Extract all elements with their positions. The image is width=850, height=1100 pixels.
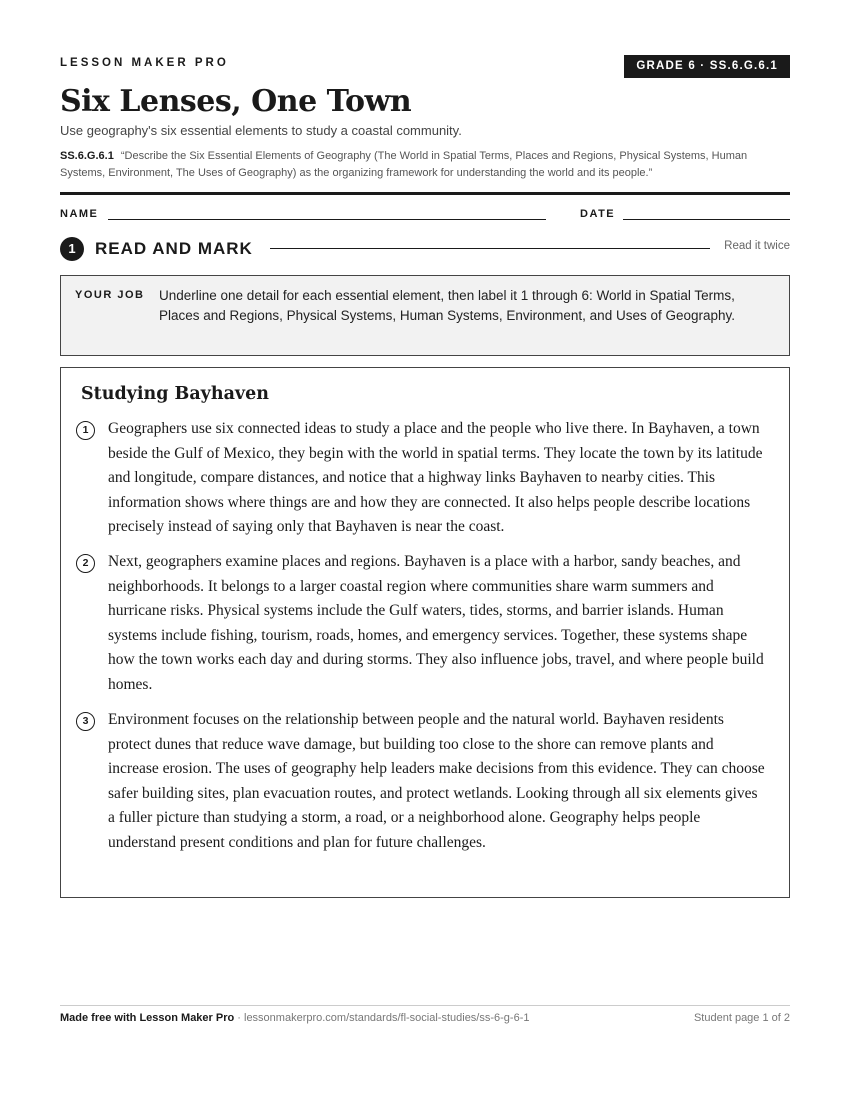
brand-name: LESSON MAKER PRO	[60, 57, 229, 69]
header-divider	[60, 192, 790, 195]
standard-code: SS.6.G.6.1	[60, 150, 114, 162]
reading-title: Studying Bayhaven	[81, 384, 269, 404]
footer-page-number: Student page 1 of 2	[693, 1012, 790, 1024]
paragraph-2: Next, geographers examine places and regions. Bayhaven is a place with a harbor, sandy beaches, and neighborhoods. It belongs to a larger coastal region where communities share warm summers and hurricane risks. Physical systems include the Gulf waters, tides, storms, and barrier islands. Human systems include fishing, tourism, roads, homes, and emergency services. Together, these systems shape how the town works each day and during storms. They also influence jobs, travel, and where people build homes.	[108, 553, 764, 693]
footer-made-with: Made free with Lesson Maker Pro	[60, 1012, 235, 1024]
footer-divider	[60, 1005, 790, 1006]
page-subtitle: Use geography's six essential elements to study a coastal community.	[60, 123, 462, 138]
name-field[interactable]	[108, 219, 546, 220]
name-label: NAME	[60, 208, 99, 220]
paragraph-1: Geographers use six connected ideas to study a place and the people who live there. In Bayhaven, a town beside the Gulf of Mexico, they begin with the world in spatial terms. They locate the town by its latitude and longitude, compare distances, and notice that a highway links Bayhaven to nearby cities. This information shows where things are and how they are connected. It also helps people describe locations precisely instead of saying only that Bayhaven is near the coast.	[108, 420, 763, 536]
paragraph-number-1: 1	[76, 421, 95, 440]
paragraph-number-3: 3	[76, 712, 95, 731]
section-divider	[270, 248, 710, 249]
section-title: READ AND MARK	[95, 239, 253, 258]
standard-text: “Describe the Six Essential Elements of Geography (The World in Spatial Terms, Places and Regions, Physical Systems, Human Systems, Environment, The Uses of Geography) as the organizing framework for understanding the world and its people.”	[60, 150, 748, 179]
your-job-box	[60, 275, 790, 356]
your-job-label: YOUR JOB	[75, 289, 145, 301]
date-label: DATE	[580, 208, 616, 220]
your-job-text: Underline one detail for each essential element, then label it 1 through 6: World in Spatial Terms, Places and Regions, Physical Systems, Human Systems, Environment, and Uses of Geography.	[159, 288, 736, 323]
footer-url: · lessonmakerpro.com/standards/fl-social-studies/ss-6-g-6-1	[234, 1012, 530, 1024]
paragraph-number-2: 2	[76, 554, 95, 573]
page-title: Six Lenses, One Town	[60, 84, 412, 119]
standard-statement	[60, 148, 790, 182]
footer-credit	[60, 1012, 530, 1024]
date-field[interactable]	[623, 219, 790, 220]
paragraph-3: Environment focuses on the relationship between people and the natural world. Bayhaven residents protect dunes that reduce wave damage, but building too close to the shore can remove plants and increase erosion. The uses of geography help leaders make decisions from this evidence. They can choose safer building sites, plan evacuation routes, and protect wetlands. Looking through all six elements gives a fuller picture than studying a storm, a road, or a neighborhood alone. Geography helps people understand present conditions and plan for future challenges.	[108, 711, 765, 851]
grade-badge: GRADE 6 · SS.6.G.6.1	[624, 55, 790, 78]
worksheet-page	[60, 0, 790, 1100]
reading-passage-box	[60, 367, 790, 898]
section-note: Read it twice	[724, 240, 790, 252]
section-number-badge: 1	[60, 237, 84, 261]
